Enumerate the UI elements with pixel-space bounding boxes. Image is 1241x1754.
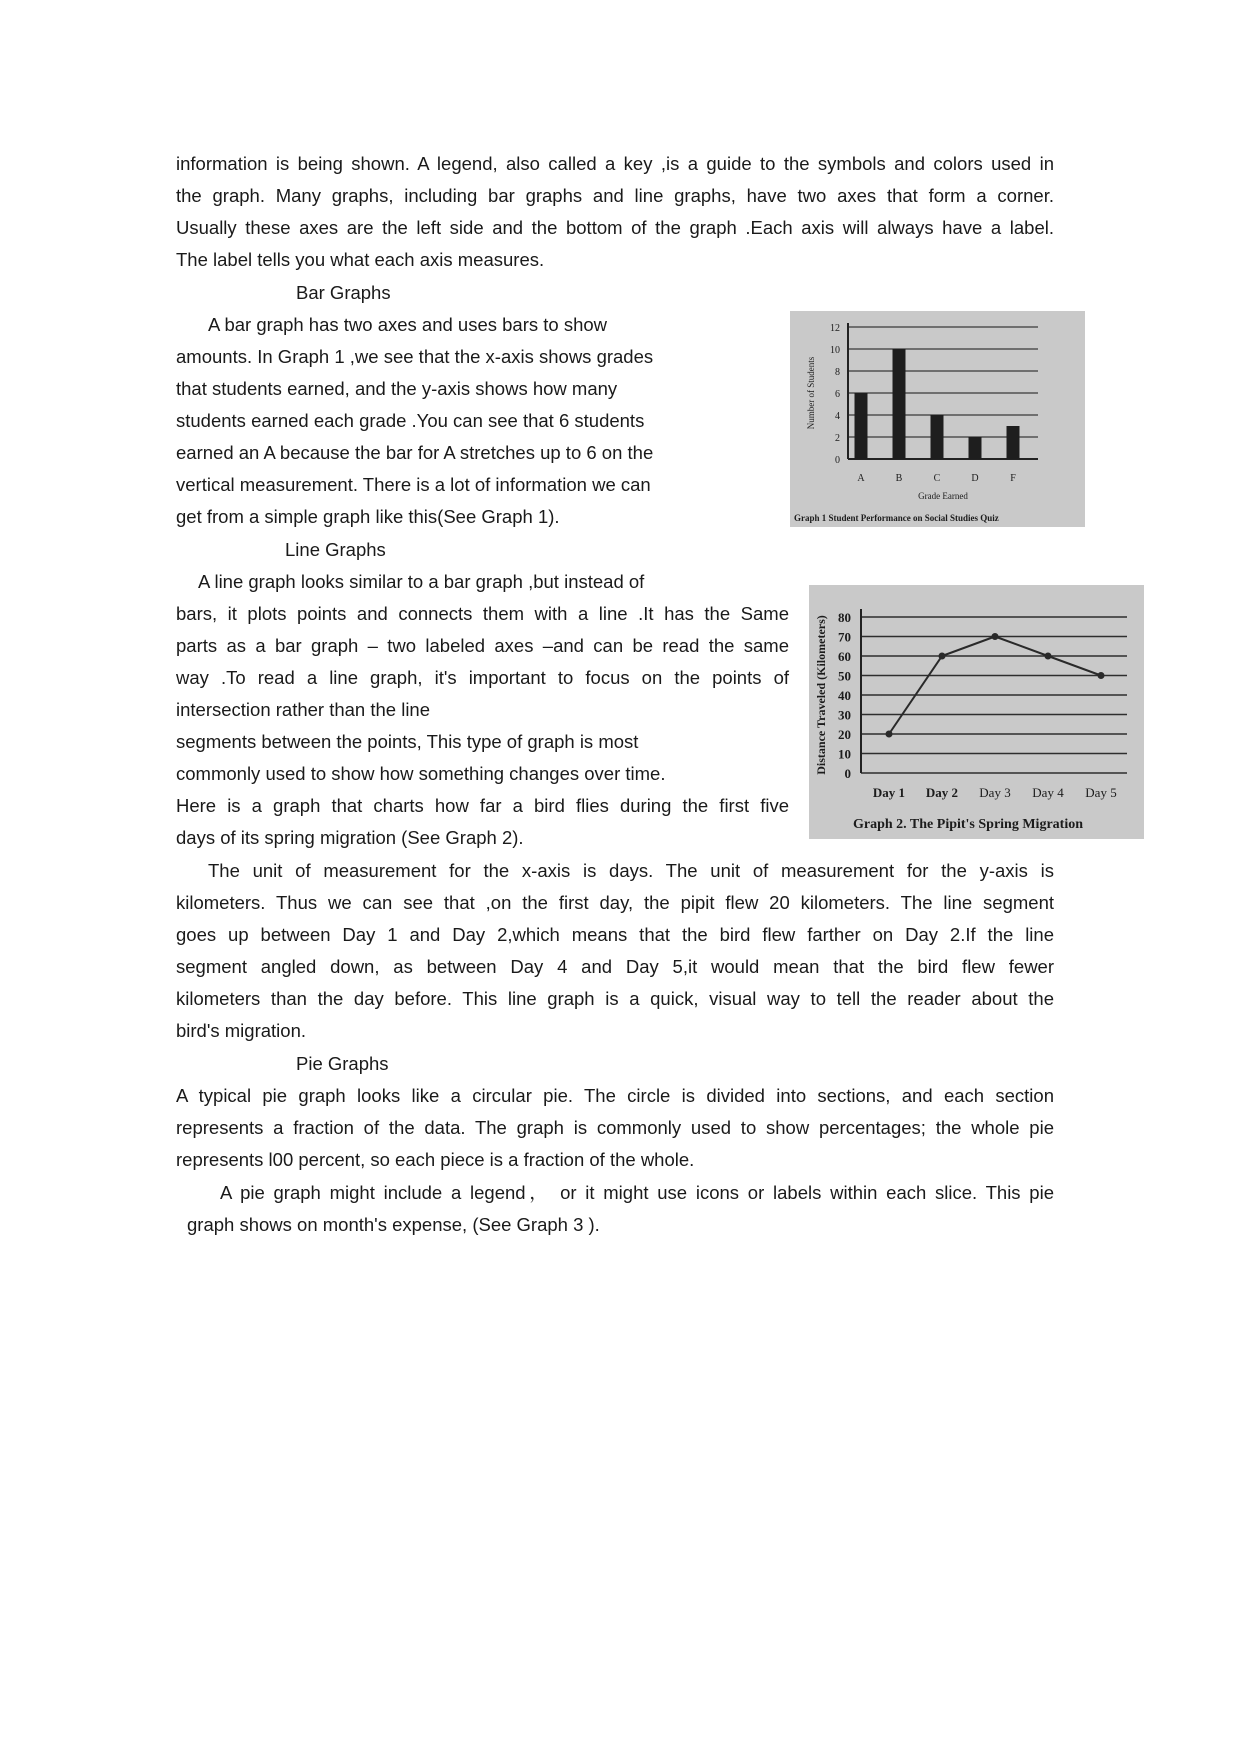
line-y-tick-label: 40	[838, 688, 851, 703]
bar-y-tick-label: 4	[835, 411, 840, 422]
line-y-axis-label: Distance Traveled (Kilometers)	[814, 615, 828, 775]
paragraph-line: represents a fraction of the data. The graph is commonly used to show percentages; the whole pie	[176, 1117, 1054, 1138]
paragraph-line: segments between the points, This type of graph is most	[176, 731, 639, 752]
line-y-tick-label: 50	[838, 668, 851, 684]
paragraph-line: bars, it plots points and connects them with a line .It has the Same	[176, 603, 789, 624]
line-y-tick-label: 10	[838, 746, 851, 762]
paragraph-line: way .To read a line graph, it's important to focus on the points of	[176, 667, 789, 688]
line-y-tick-label: 80	[838, 610, 851, 625]
paragraph-line: amounts. In Graph 1 ,we see that the x-axis shows grades	[176, 346, 654, 367]
paragraph-line: intersection rather than the line	[176, 699, 431, 720]
bar	[1007, 426, 1020, 459]
bar-x-axis-label: Grade Earned	[918, 491, 968, 501]
bar-y-tick-label: 8	[835, 367, 840, 378]
paragraph-line: A typical pie graph looks like a circular pie. The circle is divided into sections, and each section	[176, 1085, 1054, 1106]
paragraph-line: segment angled down, as between Day 4 and Day 5,it would mean that the bird flew fewer	[176, 956, 1054, 977]
paragraph-line: days of its spring migration (See Graph 2).	[176, 827, 524, 848]
paragraph-line: The unit of measurement for the x-axis is days. The unit of measurement for the y-axis is	[208, 860, 1054, 881]
paragraph-line: kilometers than the day before. This line graph is a quick, visual way to tell the reader about the	[176, 988, 1054, 1009]
line-x-tick-label: Day 3	[979, 785, 1011, 800]
line-chart-svg	[809, 585, 1144, 839]
data-point	[992, 633, 999, 640]
bar-chart-title: Graph 1 Student Performance on Social Studies Quiz	[794, 513, 999, 523]
line-x-tick-label: Day 1	[872, 785, 906, 800]
bar-y-tick-label: 12	[830, 323, 840, 334]
bar-y-tick-label: 6	[835, 389, 840, 400]
data-point	[939, 653, 946, 660]
paragraph-line: information is being shown. A legend, also called a key ,is a guide to the symbols and colors used in	[176, 153, 1054, 174]
paragraph-line: that students earned, and the y-axis shows how many	[176, 378, 618, 399]
paragraph-line: the graph. Many graphs, including bar graphs and line graphs, have two axes that form a corner.	[176, 185, 1054, 206]
line-x-tick-label: Day 4	[1032, 785, 1064, 800]
heading-line-graphs: Line Graphs	[285, 539, 386, 560]
line-y-tick-label: 60	[838, 649, 851, 664]
data-point	[1098, 672, 1105, 679]
line-y-tick-label: 20	[838, 727, 851, 742]
heading-bar-graphs: Bar Graphs	[296, 282, 391, 303]
line-y-tick-label: 30	[838, 707, 851, 723]
bar-chart-svg	[790, 311, 1085, 527]
bar-y-tick-label: 0	[835, 455, 840, 466]
data-point	[886, 731, 893, 738]
paragraph-line: get from a simple graph like this(See Graph 1).	[176, 506, 560, 527]
paragraph-line: Here is a graph that charts how far a bird flies during the first five	[176, 795, 789, 816]
line-x-tick-label: Day 5	[1085, 785, 1117, 800]
line-chart-title: Graph 2. The Pipit's Spring Migration	[853, 817, 1083, 832]
paragraph-line: A line graph looks similar to a bar graph ,but instead of	[198, 571, 645, 592]
line-y-tick-label: 70	[838, 629, 851, 645]
paragraph-line: A bar graph has two axes and uses bars to show	[208, 314, 608, 335]
bar-x-tick-label: B	[895, 473, 903, 484]
paragraph-line: represents l00 percent, so each piece is a fraction of the whole.	[176, 1149, 695, 1170]
bar	[969, 437, 982, 459]
paragraph-line: kilometers. Thus we can see that ,on the first day, the pipit flew 20 kilometers. The line segment	[176, 892, 1054, 913]
graph-2-line-chart	[809, 585, 1144, 839]
paragraph-line: A pie graph might include a legend， or it might use icons or labels within each slice. This pie	[220, 1182, 1054, 1203]
paragraph-line: students earned each grade .You can see that 6 students	[176, 410, 645, 431]
paragraph-line: earned an A because the bar for A stretches up to 6 on the	[176, 442, 654, 463]
bar	[893, 349, 906, 459]
paragraph-line: Usually these axes are the left side and the bottom of the graph .Each axis will always have a label.	[176, 217, 1054, 238]
paragraph-line: parts as a bar graph – two labeled axes –and can be read the same	[176, 635, 789, 656]
paragraph-line: The label tells you what each axis measures.	[176, 249, 545, 270]
line-x-tick-label: Day 2	[925, 785, 959, 800]
line-y-tick-label: 0	[844, 766, 851, 781]
bar-y-axis-label: Number of Students	[806, 356, 816, 430]
bar-x-tick-label: F	[1010, 473, 1016, 484]
bar-x-tick-label: C	[933, 473, 941, 484]
bar-y-tick-label: 10	[830, 345, 840, 356]
bar-x-tick-label: D	[971, 473, 979, 484]
paragraph-line: graph shows on month's expense, (See Graph 3 ).	[187, 1214, 600, 1235]
data-point	[1045, 653, 1052, 660]
bar-x-tick-label: A	[857, 473, 865, 484]
graph-1-bar-chart	[790, 311, 1085, 527]
bar	[931, 415, 944, 459]
series-line	[889, 637, 1101, 735]
paragraph-line: goes up between Day 1 and Day 2,which means that the bird flew farther on Day 2.If the line	[176, 924, 1054, 945]
paragraph-line: vertical measurement. There is a lot of information we can	[176, 474, 651, 495]
heading-pie-graphs: Pie Graphs	[296, 1053, 389, 1074]
paragraph-line: commonly used to show how something changes over time.	[176, 763, 666, 784]
paragraph-line: bird's migration.	[176, 1020, 306, 1041]
bar-y-tick-label: 2	[835, 433, 840, 444]
bar	[855, 393, 868, 459]
